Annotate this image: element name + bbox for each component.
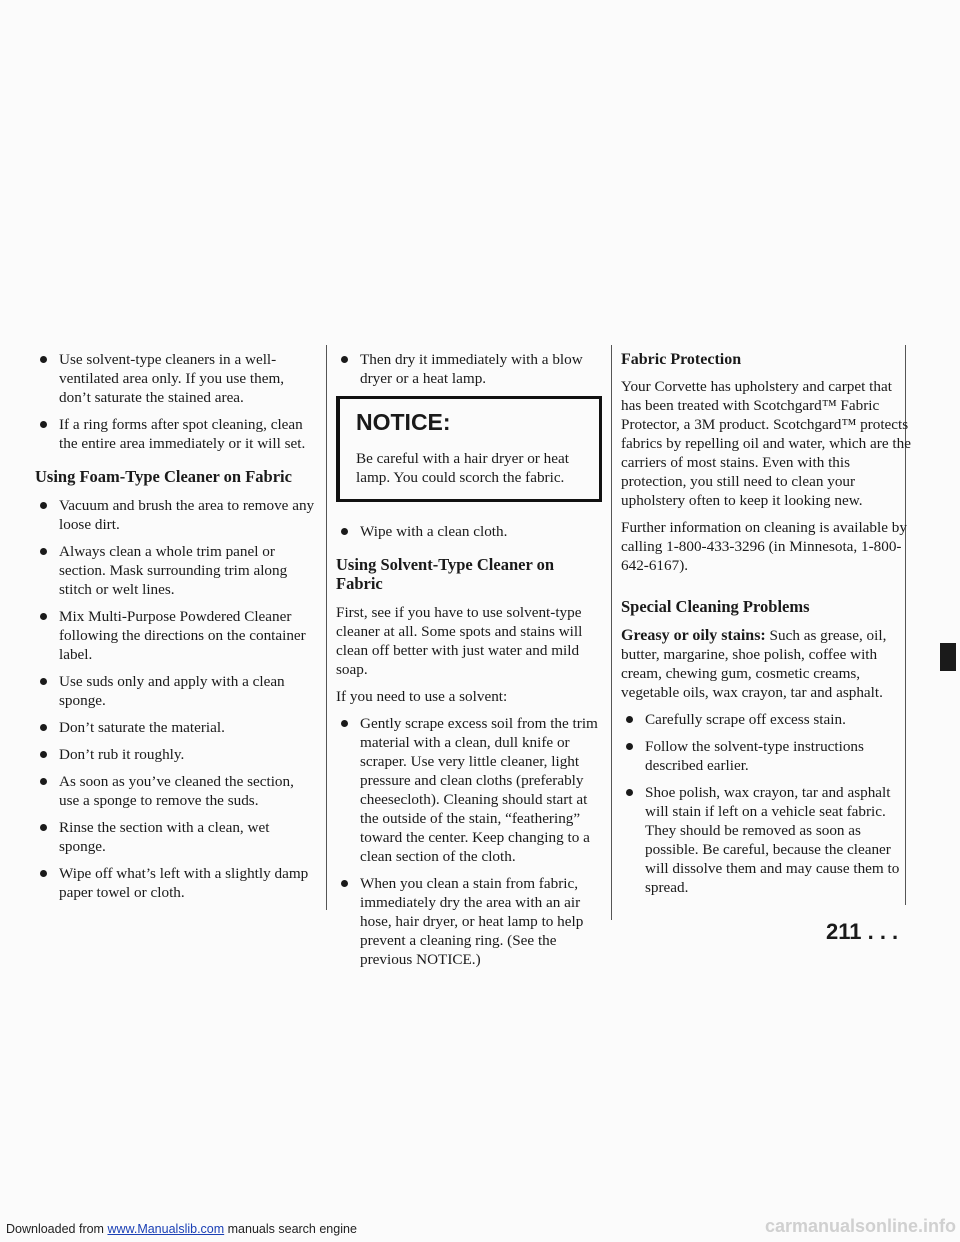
paragraph: Further information on cleaning is available by calling 1-800-433-3296 (in Minnesota, 1-800-642-6167). [621, 519, 907, 574]
list-item: As soon as you’ve cleaned the section, use a sponge to remove the suds. [35, 772, 317, 810]
list-item: When you clean a stain from fabric, immediately dry the area with an air hose, hair dryer, or heat lamp to help prevent a cleaning ring. (See the previous NOTICE.) [336, 874, 602, 969]
list-item: Shoe polish, wax crayon, tar and asphalt will stain if left on a vehicle seat fabric. They should be removed as soon as possible. Be careful, because the cleaner will dissolve them and may cause them to spread. [621, 783, 913, 897]
bullet-icon [40, 502, 47, 509]
list-item: Use suds only and apply with a clean sponge. [35, 672, 317, 710]
greasy-stains-lead: Greasy or oily stains: [621, 627, 766, 644]
bullet-icon [40, 421, 47, 428]
list-item: Always clean a whole trim panel or section. Mask surrounding trim along stitch or welt lines. [35, 542, 317, 599]
column-2 [336, 350, 602, 977]
paragraph-greasy-stains: Greasy or oily stains: Such as grease, oil, butter, margarine, shoe polish, coffee with cream, chewing gum, cosmetic creams, vegetable oils, wax crayon, tar and asphalt. [621, 627, 887, 701]
list-item: Gently scrape excess soil from the trim material with a clean, dull knife or scraper. Use very little cleaner, light pressure and clean cloths (preferably cheesecloth). Cleaning should start at the outside of the stain, “feathering” toward the center. Keep changing to a clean section of the cloth. [336, 714, 602, 866]
bullet-icon [341, 720, 348, 727]
footer: Downloaded from www.Manualslib.com manuals search engine [6, 1222, 357, 1236]
list-item: Don’t rub it roughly. [35, 745, 317, 764]
list-item: Use solvent-type cleaners in a well-ventilated area only. If you use them, don’t saturate the stained area. [35, 350, 317, 407]
list-item: Rinse the section with a clean, wet sponge. [35, 818, 317, 856]
manualslib-link[interactable]: www.Manualslib.com [107, 1222, 225, 1236]
bullet-icon [40, 778, 47, 785]
list-item: Wipe off what’s left with a slightly damp paper towel or cloth. [35, 864, 317, 902]
section-tab-marker [940, 643, 956, 671]
list-item: Don’t saturate the material. [35, 718, 317, 737]
bullet-icon [626, 716, 633, 723]
bullet-icon [341, 356, 348, 363]
column-3 [621, 350, 913, 905]
list-item: Wipe with a clean cloth. [336, 522, 602, 541]
list-item: Vacuum and brush the area to remove any loose dirt. [35, 496, 317, 534]
notice-box [336, 396, 602, 502]
column-rule-left [326, 345, 327, 910]
section-heading-special-problems: Special Cleaning Problems [621, 597, 810, 616]
section-heading-solvent-cleaner: Using Solvent-Type Cleaner on Fabric [336, 555, 555, 593]
bullet-icon [341, 880, 348, 887]
bullet-icon [40, 751, 47, 758]
column-1 [35, 350, 317, 910]
column-rule-right [611, 345, 612, 920]
bullet-icon [40, 870, 47, 877]
bullet-icon [341, 528, 348, 535]
list-item: If a ring forms after spot cleaning, clean the entire area immediately or it will set. [35, 415, 317, 453]
list-item: Then dry it immediately with a blow dryer or a heat lamp. [336, 350, 602, 388]
paragraph: First, see if you have to use solvent-type cleaner at all. Some spots and stains will clean off better with just water and mild soap. [336, 604, 583, 678]
watermark: carmanualsonline.info [764, 1216, 956, 1236]
bullet-icon [40, 824, 47, 831]
bullet-icon [40, 613, 47, 620]
notice-text: Be careful with a hair dryer or heat lamp. You could scorch the fabric. [356, 450, 569, 486]
section-heading-fabric-protection: Fabric Protection [621, 351, 742, 368]
bullet-icon [40, 548, 47, 555]
list-item: Follow the solvent-type instructions described earlier. [621, 737, 913, 775]
bullet-icon [40, 356, 47, 363]
list-item: Mix Multi-Purpose Powdered Cleaner following the directions on the container label. [35, 607, 317, 664]
bullet-icon [40, 678, 47, 685]
bullet-icon [40, 724, 47, 731]
bullet-icon [626, 743, 633, 750]
list-item: Carefully scrape off excess stain. [621, 710, 913, 729]
notice-title: NOTICE: [356, 409, 451, 435]
paragraph: If you need to use a solvent: [336, 688, 508, 705]
page-number: 211 . . . [826, 919, 899, 944]
section-heading-foam-cleaner: Using Foam-Type Cleaner on Fabric [35, 467, 292, 486]
bullet-icon [626, 789, 633, 796]
paragraph: Your Corvette has upholstery and carpet that has been treated with Scotchgard™ Fabric Protector, a 3M product. Scotchgard™ protects fabrics by repelling oil and water, which are the carriers of most stains. Even with this protection, you still need to clean your upholstery often to keep it looking new. [621, 378, 911, 509]
